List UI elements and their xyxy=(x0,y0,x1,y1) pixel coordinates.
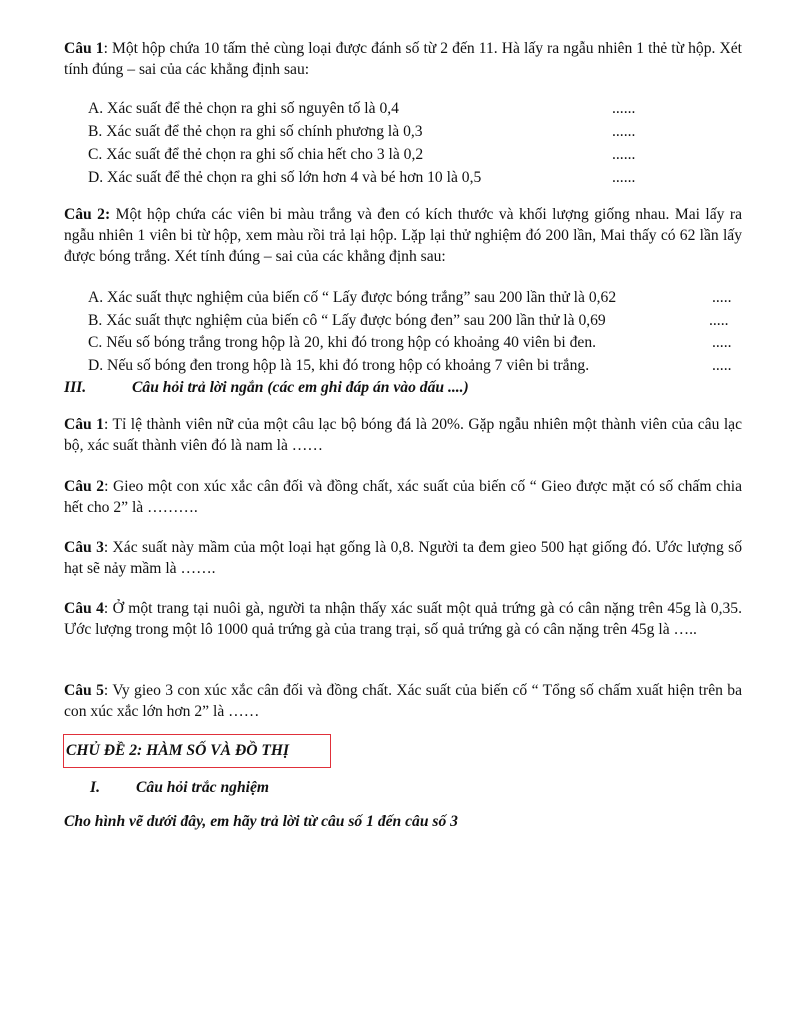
p3-q2 xyxy=(64,476,742,518)
section-title: Câu hỏi trắc nghiệm xyxy=(136,779,270,796)
topic2-section-heading xyxy=(90,777,269,798)
answer-blank: ..... xyxy=(712,289,732,306)
p2-q1-option-b xyxy=(88,121,748,142)
p3-q3 xyxy=(64,537,742,579)
p3-q4-label: Câu 4 xyxy=(64,600,104,617)
p3-q1 xyxy=(64,414,742,456)
p3-q4-text: : Ở một trang tại nuôi gà, người ta nhận thấy xác suất một quả trứng gà có cân nặng trên 45g là 0,35. Ước lượng trong một lô 1000 quả trứng gà của trang trại, số quả trứng gà có cân nặng trên 45g là ….. xyxy=(64,600,742,638)
answer-blank: ..... xyxy=(709,312,729,329)
p3-q3-text: : Xác suất này mầm của một loại hạt gống là 0,8. Người ta đem gieo 500 hạt giống đó. Ước lượng số hạt sẽ nảy mầm là ……. xyxy=(64,539,742,577)
p3-q5-label: Câu 5 xyxy=(64,682,104,699)
p2-q2-label: Câu 2: xyxy=(64,206,111,223)
answer-blank: ...... xyxy=(612,100,636,117)
p2-q1-option-c xyxy=(88,144,748,165)
p3-q2-text: : Gieo một con xúc xắc cân đối và đồng chất, xác suất của biến cố “ Gieo được mặt có số chấm chia hết cho 2” là ………. xyxy=(64,478,742,516)
p3-q2-label: Câu 2 xyxy=(64,478,105,495)
p3-q5 xyxy=(64,680,742,722)
option-text: C. Xác suất để thẻ chọn ra ghi số chia hết cho 3 là 0,2 xyxy=(88,146,424,163)
option-text: B. Xác suất để thẻ chọn ra ghi số chính phương là 0,3 xyxy=(88,123,423,140)
option-text: C. Nếu số bóng trắng trong hộp là 20, khi đó trong hộp có khoảng 40 viên bi đen. xyxy=(88,334,597,351)
answer-blank: ..... xyxy=(712,357,732,374)
figure-instruction: Cho hình vẽ dưới đây, em hãy trả lời từ câu số 1 đến câu số 3 xyxy=(64,813,458,830)
p2-q2-stem xyxy=(64,204,742,267)
p2-q1-option-a xyxy=(88,98,748,119)
option-text: B. Xác suất thực nghiệm của biến cô “ Lấy được bóng đen” sau 200 lần thử là 0,69 xyxy=(88,312,606,329)
part3-title: Câu hỏi trả lời ngắn (các em ghi đáp án vào dấu ....) xyxy=(132,379,469,396)
p2-q1-text: : Một hộp chứa 10 tấm thẻ cùng loại được đánh số từ 2 đến 11. Hà lấy ra ngẫu nhiên 1 thẻ từ hộp. Xét tính đúng – sai của các khẳng định sau: xyxy=(64,40,742,78)
p2-q2-option-a xyxy=(88,287,748,308)
p3-q1-label: Câu 1 xyxy=(64,416,104,433)
answer-blank: ...... xyxy=(612,123,636,140)
answer-blank: ...... xyxy=(612,169,636,186)
p2-q2-text: Một hộp chứa các viên bi màu trắng và đen có kích thước và khối lượng giống nhau. Mai lấy ra ngẫu nhiên 1 viên bi từ hộp, xem màu rồi trả lại hộp. Lặp lại thử nghiệm đó 200 lần, Mai thấy có 62 lần lấy được bóng trắng. Xét tính đúng – sai của các khẳng định sau: xyxy=(64,206,742,265)
p3-q5-text: : Vy gieo 3 con xúc xắc cân đối và đồng chất. Xác suất của biến cố “ Tổng số chấm xuất hiện trên ba con xúc xắc lớn hơn 2” là …… xyxy=(64,682,742,720)
p3-q3-label: Câu 3 xyxy=(64,539,104,556)
p2-q1-label: Câu 1 xyxy=(64,40,104,57)
p3-q4 xyxy=(64,598,742,640)
p3-q1-text: : Tỉ lệ thành viên nữ của một câu lạc bộ bóng đá là 20%. Gặp ngẫu nhiên một thành viên của câu lạc bộ, xác suất thành viên đó là nam là …… xyxy=(64,416,742,454)
option-text: D. Xác suất để thẻ chọn ra ghi số lớn hơn 4 và bé hơn 10 là 0,5 xyxy=(88,169,482,186)
answer-blank: ..... xyxy=(712,334,732,351)
answer-blank: ...... xyxy=(612,146,636,163)
topic-title: CHỦ ĐỀ 2: HÀM SỐ VÀ ĐỒ THỊ xyxy=(66,742,290,759)
p2-q2-option-d xyxy=(88,355,748,376)
part3-number: III. xyxy=(64,379,87,396)
p2-q1-stem xyxy=(64,38,742,80)
p2-q2-option-c xyxy=(88,332,748,353)
option-text: A. Xác suất để thẻ chọn ra ghi số nguyên tố là 0,4 xyxy=(88,100,399,117)
part3-heading xyxy=(64,377,469,398)
section-number: I. xyxy=(90,779,100,796)
option-text: D. Nếu số bóng đen trong hộp là 15, khi đó trong hộp có khoảng 7 viên bi trắng. xyxy=(88,357,590,374)
p2-q1-option-d xyxy=(88,167,748,188)
p2-q2-option-b xyxy=(88,310,748,331)
option-text: A. Xác suất thực nghiệm của biến cố “ Lấy được bóng trắng” sau 200 lần thử là 0,62 xyxy=(88,289,617,306)
